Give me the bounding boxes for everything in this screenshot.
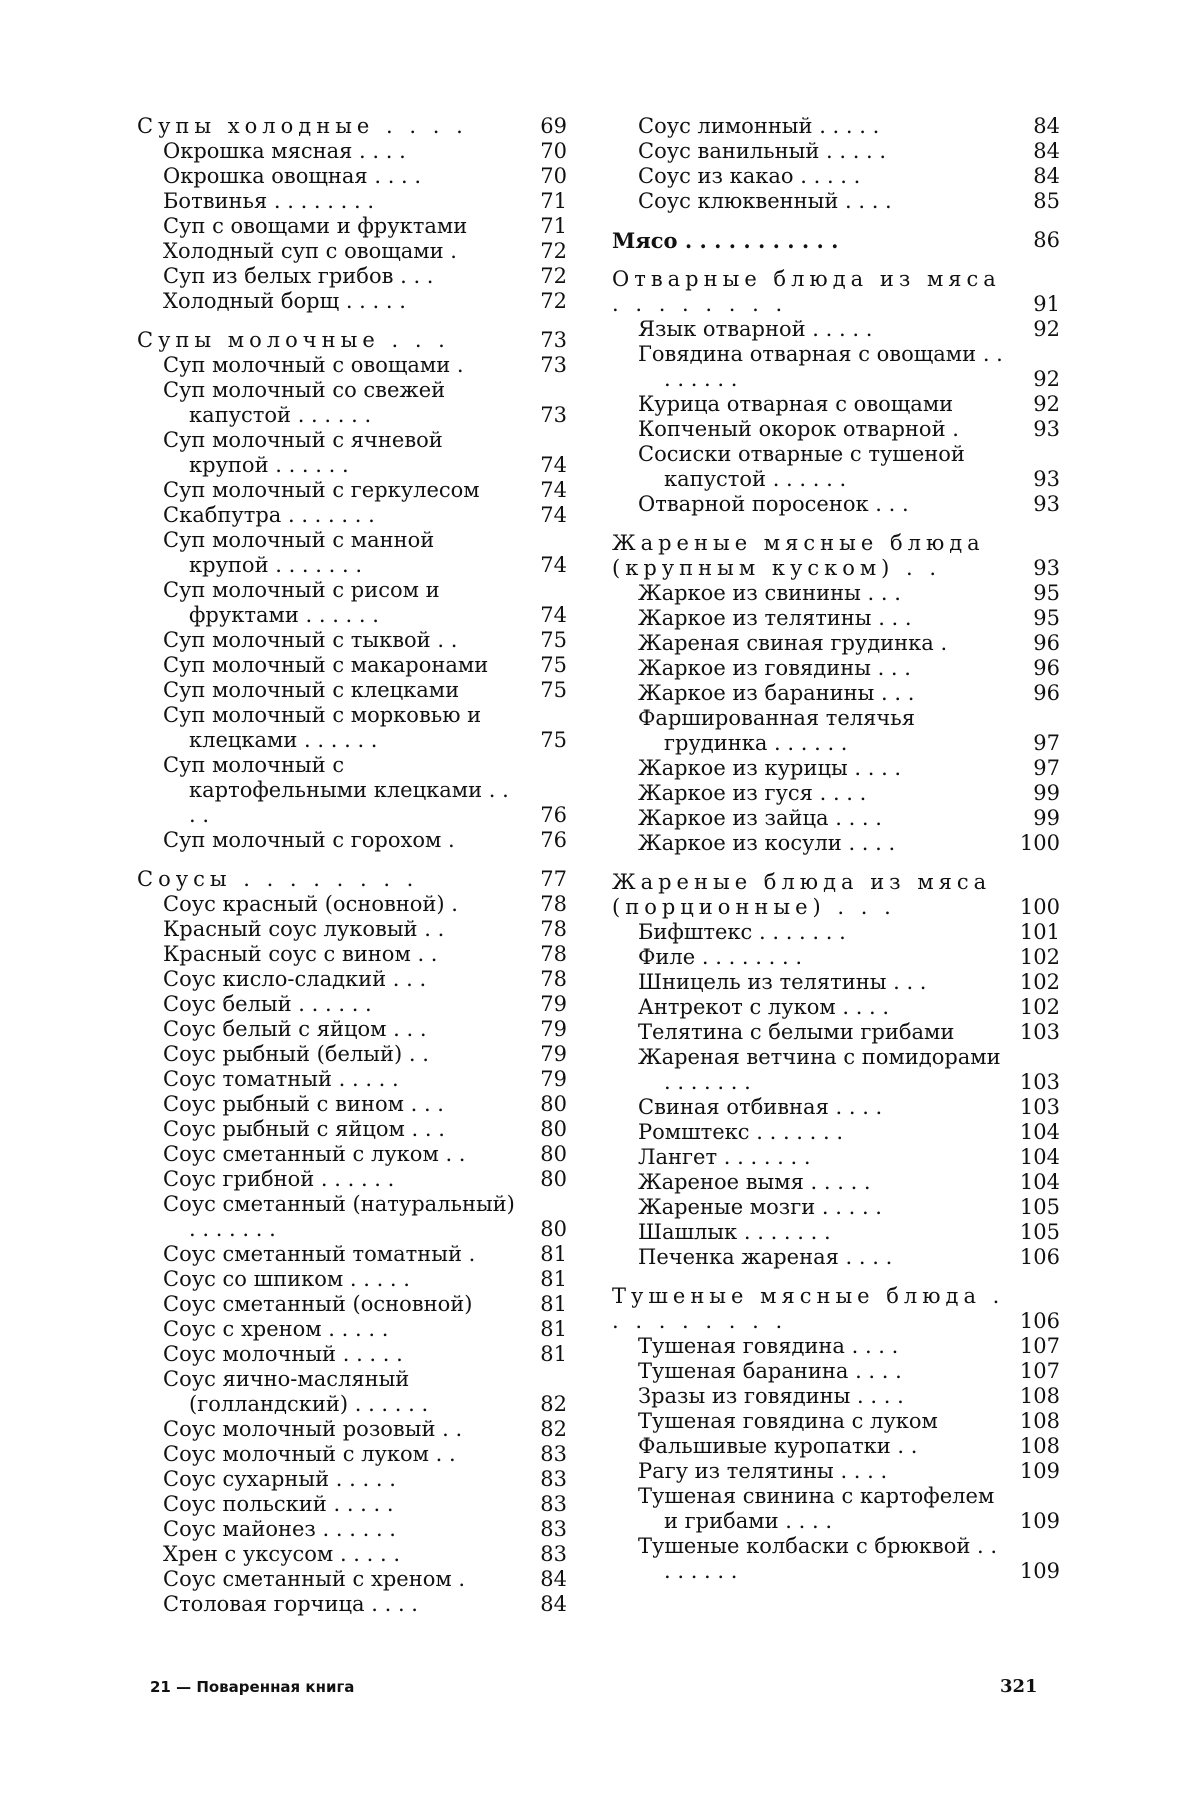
toc-entry-title: Соус белый с яйцом . . .	[163, 1017, 517, 1042]
toc-entry-page: 104	[1010, 1145, 1060, 1170]
toc-entry-page: 73	[517, 403, 567, 428]
toc-entry-title: Холодный борщ . . . . .	[163, 289, 517, 314]
toc-entry-title: Тушеная баранина . . . .	[638, 1359, 1010, 1384]
toc-entry-page: 105	[1010, 1220, 1060, 1245]
toc-entry	[137, 1017, 567, 1042]
toc-entry-page: 95	[1010, 606, 1060, 631]
toc-entry-title: Холодный суп с овощами .	[163, 239, 517, 264]
toc-entry-page: 92	[1010, 367, 1060, 392]
toc-entry-page: 107	[1010, 1334, 1060, 1359]
toc-entry-page: 97	[1010, 731, 1060, 756]
toc-entry-page: 74	[517, 603, 567, 628]
toc-entry-title: Тушеная говядина . . . .	[638, 1334, 1010, 1359]
toc-entry-title: Соус польский . . . . .	[163, 1492, 517, 1517]
toc-entry-title: Соус молочный розовый . .	[163, 1417, 517, 1442]
toc-entry	[137, 1367, 567, 1417]
toc-entry-title: Жареное вымя . . . . .	[638, 1170, 1010, 1195]
toc-entry-title: Супы молочные . . .	[137, 328, 517, 353]
toc-entry-page: 84	[517, 1592, 567, 1617]
toc-entry	[612, 1145, 1060, 1170]
toc-entry-page: 108	[1010, 1409, 1060, 1434]
toc-entry-page: 72	[517, 239, 567, 264]
toc-section-heading	[612, 870, 1060, 920]
toc-entry-title: Копченый окорок отварной .	[638, 417, 1010, 442]
toc-entry	[612, 781, 1060, 806]
toc-entry-page: 83	[517, 1442, 567, 1467]
toc-entry	[612, 1170, 1060, 1195]
toc-entry-title: Мясо . . . . . . . . . . .	[612, 228, 1010, 253]
toc-entry-title: Суп молочный с макаронами	[163, 653, 517, 678]
toc-entry-page: 80	[517, 1117, 567, 1142]
toc-entry-title: Суп молочный с клецками	[163, 678, 517, 703]
toc-entry	[612, 114, 1060, 139]
toc-entry	[137, 189, 567, 214]
toc-entry-title: Соус яично-масляный (голландский) . . . . . .	[163, 1367, 517, 1417]
toc-entry-page: 109	[1010, 1509, 1060, 1534]
toc-entry	[612, 1045, 1060, 1095]
toc-right-column	[612, 114, 1060, 1584]
toc-entry-title: Соус клюквенный . . . .	[638, 189, 1010, 214]
toc-entry-title: Суп молочный с тыквой . .	[163, 628, 517, 653]
toc-entry-page: 84	[1010, 114, 1060, 139]
toc-entry-title: Тушеные мясные блюда . . . . . . . . .	[612, 1284, 1010, 1334]
toc-entry-page: 75	[517, 653, 567, 678]
toc-entry-page: 100	[1010, 895, 1060, 920]
toc-entry-page: 84	[517, 1567, 567, 1592]
toc-entry-page: 97	[1010, 756, 1060, 781]
toc-entry	[612, 1359, 1060, 1384]
toc-entry-page: 74	[517, 503, 567, 528]
toc-entry-title: Жаркое из курицы . . . .	[638, 756, 1010, 781]
toc-entry-page: 74	[517, 553, 567, 578]
toc-entry-title: Столовая горчица . . . .	[163, 1592, 517, 1617]
toc-entry	[137, 139, 567, 164]
toc-entry-page: 80	[517, 1142, 567, 1167]
toc-entry-page: 92	[1010, 317, 1060, 342]
toc-entry	[612, 656, 1060, 681]
toc-entry-title: Соус рыбный с вином . . .	[163, 1092, 517, 1117]
toc-entry-page: 83	[517, 1517, 567, 1542]
toc-entry-title: Соус красный (основной) .	[163, 892, 517, 917]
toc-entry-title: Соус со шпиком . . . . .	[163, 1267, 517, 1292]
toc-entry-page: 101	[1010, 920, 1060, 945]
toc-entry-page: 104	[1010, 1120, 1060, 1145]
toc-entry	[137, 578, 567, 628]
toc-entry-title: Телятина с белыми грибами	[638, 1020, 1010, 1045]
toc-entry-page: 70	[517, 139, 567, 164]
toc-entry-title: Суп молочный со свежей капустой . . . . . .	[163, 378, 517, 428]
toc-entry-page: 78	[517, 942, 567, 967]
toc-entry	[137, 892, 567, 917]
toc-entry-title: Жаркое из говядины . . .	[638, 656, 1010, 681]
page-number: 321	[1000, 1676, 1038, 1697]
toc-entry-title: Жареные мясные блюда (крупным куском) . .	[612, 531, 1010, 581]
toc-entry-title: Отварные блюда из мяса . . . . . . . .	[612, 267, 1010, 317]
toc-entry	[612, 1459, 1060, 1484]
toc-entry-page: 81	[517, 1342, 567, 1367]
toc-entry	[612, 1020, 1060, 1045]
toc-entry-page: 78	[517, 892, 567, 917]
toc-entry-title: Шашлык . . . . . . .	[638, 1220, 1010, 1245]
toc-entry	[137, 1442, 567, 1467]
toc-entry	[612, 1534, 1060, 1584]
toc-entry-page: 109	[1010, 1559, 1060, 1584]
toc-entry-title: Фаршированная телячья грудинка . . . . . .	[638, 706, 1010, 756]
toc-entry	[137, 1067, 567, 1092]
toc-entry-page: 95	[1010, 581, 1060, 606]
toc-entry-title: Соус майонез . . . . . .	[163, 1517, 517, 1542]
toc-entry-page: 104	[1010, 1170, 1060, 1195]
toc-entry	[137, 828, 567, 853]
toc-entry	[137, 1317, 567, 1342]
toc-entry-title: Соус рыбный (белый) . .	[163, 1042, 517, 1067]
toc-entry	[612, 681, 1060, 706]
toc-entry-title: Хрен с уксусом . . . . .	[163, 1542, 517, 1567]
toc-entry-page: 102	[1010, 970, 1060, 995]
toc-entry-page: 83	[517, 1467, 567, 1492]
toc-entry-title: Соус сметанный (основной)	[163, 1292, 517, 1317]
toc-entry-page: 75	[517, 678, 567, 703]
toc-entry	[137, 1042, 567, 1067]
toc-entry-page: 102	[1010, 945, 1060, 970]
toc-section-heading	[137, 867, 567, 892]
toc-entry	[612, 189, 1060, 214]
toc-entry-page: 84	[1010, 139, 1060, 164]
toc-entry-title: Печенка жареная . . . .	[638, 1245, 1010, 1270]
toc-entry	[612, 392, 1060, 417]
toc-entry	[137, 1242, 567, 1267]
toc-entry-page: 75	[517, 728, 567, 753]
toc-entry-title: Суп молочный с геркулесом	[163, 478, 517, 503]
toc-entry-page: 79	[517, 992, 567, 1017]
toc-entry-title: Фальшивые куропатки . .	[638, 1434, 1010, 1459]
toc-entry	[137, 703, 567, 753]
toc-entry-title: Шницель из телятины . . .	[638, 970, 1010, 995]
toc-entry-page: 78	[517, 917, 567, 942]
toc-entry	[612, 1120, 1060, 1145]
toc-entry	[137, 1467, 567, 1492]
toc-entry-title: Курица отварная с овощами	[638, 392, 1010, 417]
toc-entry-title: Тушеные колбаски с брюквой . . . . . . . .	[638, 1534, 1010, 1584]
toc-entry-page: 74	[517, 478, 567, 503]
toc-entry-page: 74	[517, 453, 567, 478]
toc-entry-page: 92	[1010, 392, 1060, 417]
toc-entry-page: 108	[1010, 1384, 1060, 1409]
toc-entry-page: 69	[517, 114, 567, 139]
toc-entry-title: Соус молочный с луком . .	[163, 1442, 517, 1467]
toc-entry-title: Ромштекс . . . . . . .	[638, 1120, 1010, 1145]
toc-entry-title: Жаркое из зайца . . . .	[638, 806, 1010, 831]
toc-entry-page: 93	[1010, 417, 1060, 442]
toc-entry	[137, 653, 567, 678]
toc-entry-title: Соус сухарный . . . . .	[163, 1467, 517, 1492]
toc-entry-title: Соусы . . . . . . . .	[137, 867, 517, 892]
toc-entry-page: 72	[517, 289, 567, 314]
toc-entry-page: 107	[1010, 1359, 1060, 1384]
toc-entry-page: 93	[1010, 556, 1060, 581]
toc-entry	[137, 478, 567, 503]
toc-entry	[612, 970, 1060, 995]
toc-entry	[137, 1342, 567, 1367]
toc-entry-page: 79	[517, 1067, 567, 1092]
toc-entry-page: 80	[517, 1092, 567, 1117]
toc-entry	[612, 1409, 1060, 1434]
toc-entry-title: Соус с хреном . . . . .	[163, 1317, 517, 1342]
toc-entry-page: 80	[517, 1217, 567, 1242]
toc-entry-title: Красный соус с вином . .	[163, 942, 517, 967]
toc-left-column	[137, 114, 567, 1617]
toc-entry	[137, 1517, 567, 1542]
toc-entry	[137, 214, 567, 239]
toc-entry-title: Говядина отварная с овощами . . . . . . . .	[638, 342, 1010, 392]
toc-entry-page: 105	[1010, 1195, 1060, 1220]
toc-entry	[137, 1417, 567, 1442]
toc-entry	[137, 628, 567, 653]
toc-entry-page: 99	[1010, 781, 1060, 806]
toc-entry	[137, 1567, 567, 1592]
toc-entry	[137, 917, 567, 942]
toc-entry-page: 99	[1010, 806, 1060, 831]
toc-entry-title: Ботвинья . . . . . . . .	[163, 189, 517, 214]
toc-entry-title: Красный соус луковый . .	[163, 917, 517, 942]
toc-entry-page: 85	[1010, 189, 1060, 214]
toc-entry-page: 81	[517, 1267, 567, 1292]
toc-entry	[612, 945, 1060, 970]
toc-entry-title: Жаркое из свинины . . .	[638, 581, 1010, 606]
toc-entry-page: 78	[517, 967, 567, 992]
toc-entry-title: Тушеная свинина с картофелем и грибами . . . .	[638, 1484, 1010, 1534]
toc-entry-page: 80	[517, 1167, 567, 1192]
toc-entry	[137, 1117, 567, 1142]
toc-entry-page: 96	[1010, 656, 1060, 681]
toc-section-heading	[137, 114, 567, 139]
toc-entry-title: Отварной поросенок . . .	[638, 492, 1010, 517]
toc-entry	[137, 264, 567, 289]
toc-entry	[612, 492, 1060, 517]
toc-entry-title: Соус сметанный томатный .	[163, 1242, 517, 1267]
toc-entry-title: Язык отварной . . . . .	[638, 317, 1010, 342]
toc-entry-title: Суп молочный с рисом и фруктами . . . . . .	[163, 578, 517, 628]
toc-entry	[137, 1592, 567, 1617]
toc-entry-title: Соус белый . . . . . .	[163, 992, 517, 1017]
toc-entry	[612, 606, 1060, 631]
toc-entry-title: Жареные блюда из мяса (порционные) . . .	[612, 870, 1010, 920]
toc-entry-title: Суп молочный с морковью и клецками . . . . . .	[163, 703, 517, 753]
toc-entry-title: Соус рыбный с яйцом . . .	[163, 1117, 517, 1142]
toc-entry-page: 84	[1010, 164, 1060, 189]
toc-entry-title: Суп молочный с ячневой крупой . . . . . .	[163, 428, 517, 478]
toc-entry-title: Жаркое из гуся . . . .	[638, 781, 1010, 806]
toc-entry-page: 81	[517, 1292, 567, 1317]
toc-entry-page: 103	[1010, 1095, 1060, 1120]
toc-entry-title: Соус лимонный . . . . .	[638, 114, 1010, 139]
toc-section-heading	[612, 267, 1060, 317]
toc-entry	[137, 289, 567, 314]
toc-entry-title: Суп молочный с овощами .	[163, 353, 517, 378]
toc-entry	[612, 706, 1060, 756]
toc-entry-page: 81	[517, 1317, 567, 1342]
toc-entry	[137, 528, 567, 578]
toc-entry-page: 82	[517, 1417, 567, 1442]
toc-entry-page: 81	[517, 1242, 567, 1267]
toc-entry-title: Зразы из говядины . . . .	[638, 1384, 1010, 1409]
toc-entry-title: Соус ванильный . . . . .	[638, 139, 1010, 164]
toc-entry	[137, 239, 567, 264]
toc-entry-page: 106	[1010, 1245, 1060, 1270]
toc-entry-title: Соус сметанный с хреном .	[163, 1567, 517, 1592]
toc-entry	[137, 967, 567, 992]
toc-entry-title: Соус томатный . . . . .	[163, 1067, 517, 1092]
toc-entry	[137, 1142, 567, 1167]
toc-entry-title: Жаркое из косули . . . .	[638, 831, 1010, 856]
toc-entry-page: 109	[1010, 1459, 1060, 1484]
toc-section-heading	[612, 531, 1060, 581]
toc-entry-page: 100	[1010, 831, 1060, 856]
toc-entry-title: Супы холодные . . . .	[137, 114, 517, 139]
toc-entry	[612, 164, 1060, 189]
signature-mark: 21 — Поваренная книга	[150, 1678, 354, 1696]
toc-entry-page: 83	[517, 1492, 567, 1517]
toc-entry	[612, 1334, 1060, 1359]
toc-entry-title: Тушеная говядина с луком	[638, 1409, 1010, 1434]
toc-entry-page: 72	[517, 264, 567, 289]
toc-entry-page: 70	[517, 164, 567, 189]
toc-entry	[137, 1092, 567, 1117]
toc-entry-title: Суп с овощами и фруктами	[163, 214, 517, 239]
toc-entry-page: 93	[1010, 467, 1060, 492]
toc-entry-title: Антрекот с луком . . . .	[638, 995, 1010, 1020]
toc-entry-page: 106	[1010, 1309, 1060, 1334]
toc-entry-page: 93	[1010, 492, 1060, 517]
toc-entry	[612, 756, 1060, 781]
toc-entry	[137, 378, 567, 428]
toc-entry	[137, 992, 567, 1017]
toc-entry-page: 77	[517, 867, 567, 892]
toc-entry-page: 71	[517, 189, 567, 214]
toc-entry	[612, 442, 1060, 492]
toc-entry	[137, 753, 567, 828]
toc-entry	[612, 920, 1060, 945]
toc-entry-title: Жаркое из баранины . . .	[638, 681, 1010, 706]
toc-entry-page: 76	[517, 803, 567, 828]
toc-entry	[137, 353, 567, 378]
toc-entry-page: 73	[517, 328, 567, 353]
toc-entry-page: 96	[1010, 631, 1060, 656]
toc-entry	[612, 995, 1060, 1020]
toc-entry	[612, 631, 1060, 656]
toc-entry-page: 91	[1010, 292, 1060, 317]
toc-entry-title: Филе . . . . . . . .	[638, 945, 1010, 970]
toc-entry-title: Соус сметанный (натуральный) . . . . . . .	[163, 1192, 517, 1242]
toc-entry	[612, 1434, 1060, 1459]
toc-entry-title: Жареная свиная грудинка .	[638, 631, 1010, 656]
toc-entry-title: Суп молочный с манной крупой . . . . . . .	[163, 528, 517, 578]
toc-entry	[612, 581, 1060, 606]
toc-entry-title: Жареная ветчина с помидорами . . . . . . .	[638, 1045, 1010, 1095]
toc-entry	[612, 1195, 1060, 1220]
toc-entry-title: Суп из белых грибов . . .	[163, 264, 517, 289]
toc-entry-title: Лангет . . . . . . .	[638, 1145, 1010, 1170]
toc-entry	[137, 1167, 567, 1192]
toc-entry	[612, 1384, 1060, 1409]
toc-entry-title: Суп молочный с картофельными клецками . . . .	[163, 753, 517, 828]
toc-entry-page: 108	[1010, 1434, 1060, 1459]
toc-entry-title: Соус кисло-сладкий . . .	[163, 967, 517, 992]
toc-entry-title: Рагу из телятины . . . .	[638, 1459, 1010, 1484]
toc-entry	[137, 942, 567, 967]
toc-entry	[612, 831, 1060, 856]
toc-entry-title: Суп молочный с горохом .	[163, 828, 517, 853]
toc-entry-title: Сосиски отварные с тушеной капустой . . . . . .	[638, 442, 1010, 492]
toc-entry	[137, 1192, 567, 1242]
toc-entry-page: 73	[517, 353, 567, 378]
toc-entry	[612, 1220, 1060, 1245]
toc-entry-page: 86	[1010, 228, 1060, 253]
toc-entry	[612, 417, 1060, 442]
toc-entry-title: Свиная отбивная . . . .	[638, 1095, 1010, 1120]
toc-entry	[137, 1542, 567, 1567]
toc-entry-title: Окрошка мясная . . . .	[163, 139, 517, 164]
toc-entry-title: Жаркое из телятины . . .	[638, 606, 1010, 631]
toc-entry-page: 82	[517, 1392, 567, 1417]
toc-entry-page: 79	[517, 1042, 567, 1067]
toc-entry-page: 102	[1010, 995, 1060, 1020]
toc-entry-page: 103	[1010, 1020, 1060, 1045]
toc-entry-title: Соус сметанный с луком . .	[163, 1142, 517, 1167]
toc-entry	[137, 1492, 567, 1517]
toc-entry-title: Скабпутра . . . . . . .	[163, 503, 517, 528]
toc-entry-page: 71	[517, 214, 567, 239]
toc-entry-page: 76	[517, 828, 567, 853]
toc-entry-title: Жареные мозги . . . . .	[638, 1195, 1010, 1220]
toc-entry-page: 79	[517, 1017, 567, 1042]
toc-entry	[612, 806, 1060, 831]
toc-entry-title: Соус грибной . . . . . .	[163, 1167, 517, 1192]
toc-section-heading	[612, 228, 1060, 253]
toc-entry-page: 103	[1010, 1070, 1060, 1095]
toc-entry-title: Бифштекс . . . . . . .	[638, 920, 1010, 945]
toc-entry	[612, 1245, 1060, 1270]
toc-entry	[137, 428, 567, 478]
toc-entry-title: Соус молочный . . . . .	[163, 1342, 517, 1367]
toc-entry	[612, 1095, 1060, 1120]
toc-entry	[612, 139, 1060, 164]
toc-entry-page: 96	[1010, 681, 1060, 706]
toc-entry	[137, 164, 567, 189]
toc-entry	[612, 342, 1060, 392]
toc-section-heading	[137, 328, 567, 353]
toc-entry	[612, 1484, 1060, 1534]
toc-section-heading	[612, 1284, 1060, 1334]
toc-entry-title: Соус из какао . . . . .	[638, 164, 1010, 189]
toc-entry-title: Окрошка овощная . . . .	[163, 164, 517, 189]
toc-entry	[137, 1292, 567, 1317]
toc-entry	[137, 1267, 567, 1292]
toc-entry	[612, 317, 1060, 342]
toc-entry	[137, 678, 567, 703]
toc-entry-page: 75	[517, 628, 567, 653]
toc-entry-page: 83	[517, 1542, 567, 1567]
toc-entry	[137, 503, 567, 528]
